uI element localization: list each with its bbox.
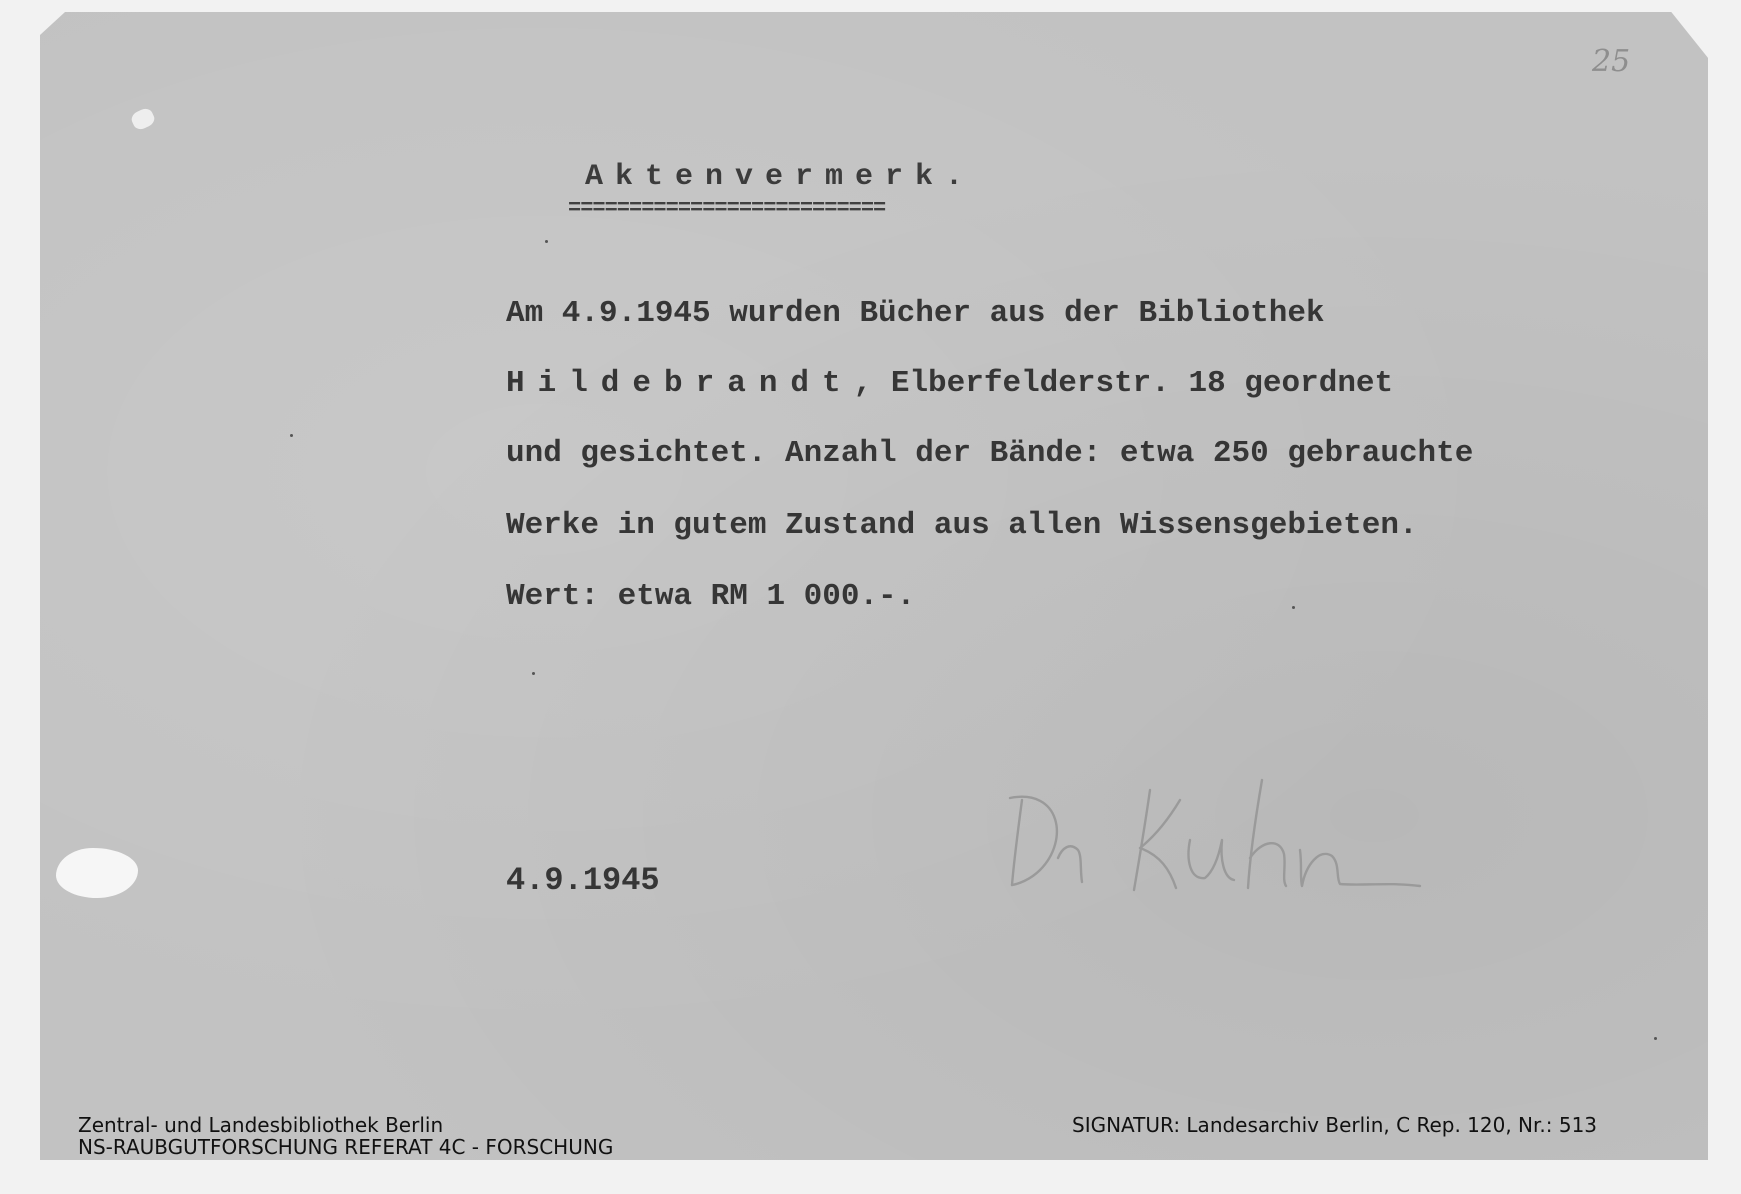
paper-speck [1654,1037,1657,1040]
document-heading: Aktenvermerk. [585,160,976,194]
paper-speck [1292,606,1295,609]
footer-signature-reference: SIGNATUR: Landesarchiv Berlin, C Rep. 120, Nr.: 513 [1072,1113,1598,1137]
paper-speck [545,240,548,243]
footer-library-name: Zentral- und Landesbibliothek Berlin [78,1113,444,1137]
footer-institution [78,1114,613,1158]
document-date: 4.9.1945 [506,862,660,899]
page-number: 25 [1592,44,1631,79]
paper-speck [532,672,535,675]
body-line-2 [506,366,1393,401]
body-line-5: Wert: etwa RM 1 000.-. [506,579,916,614]
body-line-4: Werke in gutem Zustand aus allen Wissensgebieten. [506,508,1418,543]
handwritten-signature [1000,770,1480,900]
body-line-2-rest: , Elberfelderstr. 18 geordnet [853,366,1394,401]
body-line-3: und gesichtet. Anzahl der Bände: etwa 250 gebrauchte [506,436,1474,471]
heading-underline: ========================== [568,196,886,221]
paper-speck [290,434,293,437]
footer-department: NS-RAUBGUTFORSCHUNG REFERAT 4C - FORSCHUNG [78,1135,614,1159]
library-owner-name: Hildebrandt [506,366,854,401]
body-line-1: Am 4.9.1945 wurden Bücher aus der Bibliothek [506,296,1325,331]
